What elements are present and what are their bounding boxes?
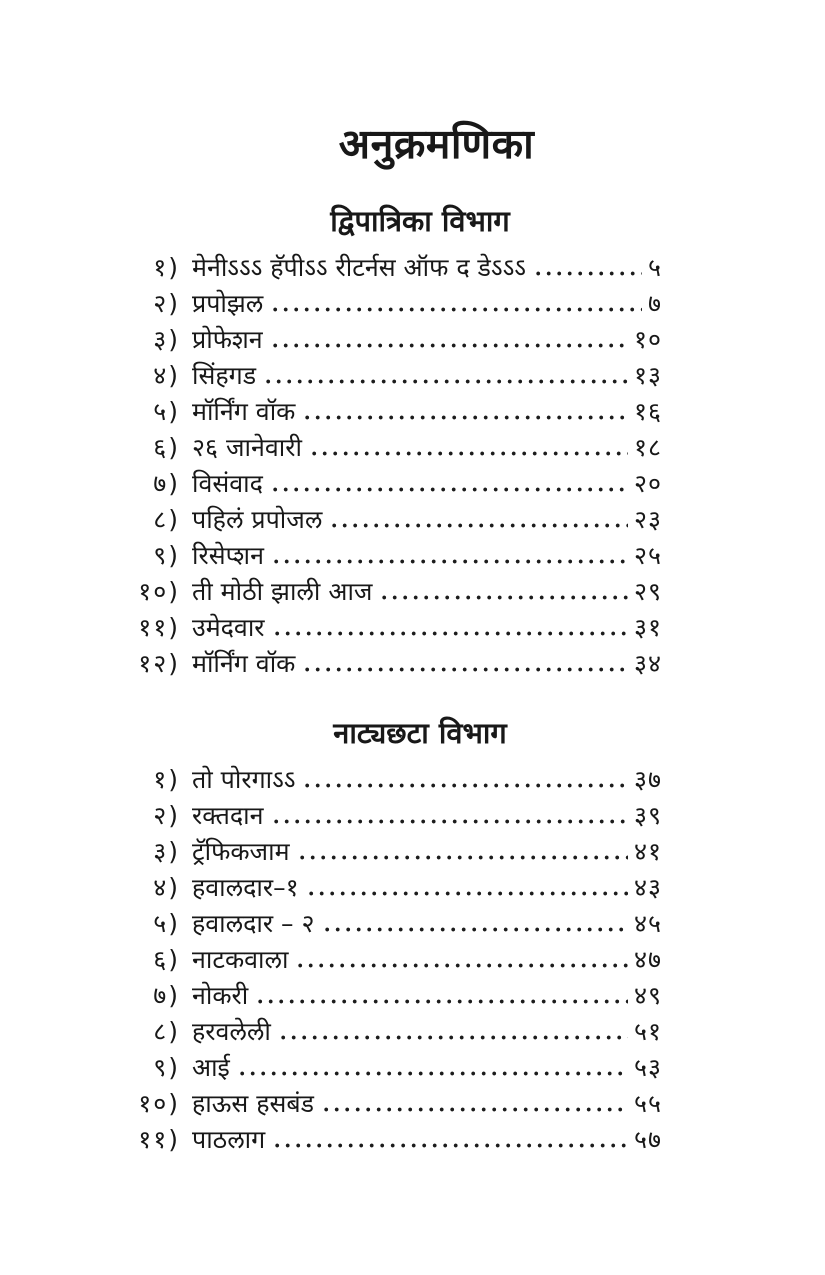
entry-page-number: ३१: [633, 613, 662, 642]
entry-title: पहिलं प्रपोजल: [192, 505, 323, 534]
entry-page-number: १८: [633, 433, 662, 462]
toc-entry: [130, 430, 662, 466]
entry-page-number: ४९: [633, 981, 662, 1010]
dot-leader: [281, 1035, 628, 1040]
toc-entry: [130, 286, 662, 322]
entry-page-number: १३: [633, 361, 662, 390]
toc-entry: [130, 502, 662, 538]
toc-entry: [130, 798, 662, 834]
toc-entry: [130, 762, 662, 798]
toc-entry: [130, 574, 662, 610]
toc-entry: [130, 538, 662, 574]
entry-number: ५): [153, 397, 180, 426]
toc-entry: [130, 978, 662, 1014]
toc-body: [130, 202, 662, 1158]
dot-leader: [382, 595, 628, 600]
dot-leader: [273, 343, 628, 348]
entry-title: विसंवाद: [192, 469, 263, 498]
toc-entry: [130, 1086, 662, 1122]
dot-leader: [258, 999, 628, 1004]
entry-number: ९): [153, 1053, 180, 1082]
entry-title: हवालदार–१: [192, 873, 299, 902]
entry-page-number: २९: [633, 577, 662, 606]
section-heading: नाट्यछटा विभाग: [333, 716, 507, 750]
entry-page-number: २५: [633, 541, 662, 570]
section-rows: [130, 250, 662, 682]
entry-title: प्रपोझल: [192, 289, 264, 318]
dot-leader: [536, 271, 642, 276]
dot-leader: [305, 783, 628, 788]
toc-entry: [130, 1122, 662, 1158]
entry-page-number: १०: [633, 325, 662, 354]
entry-page-number: २०: [633, 469, 662, 498]
entry-number: ९): [153, 541, 180, 570]
toc-section: [130, 714, 662, 1158]
entry-number: ६): [153, 433, 180, 462]
entry-number: ४): [153, 873, 180, 902]
toc-entry: [130, 394, 662, 430]
entry-title: प्रोफेशन: [192, 325, 263, 354]
entry-number: १२): [138, 649, 180, 678]
section-heading: द्विपात्रिका विभाग: [330, 204, 510, 238]
toc-entry: [130, 834, 662, 870]
dot-leader: [305, 667, 628, 672]
dot-leader: [309, 891, 628, 896]
entry-page-number: २३: [633, 505, 662, 534]
toc-entry: [130, 906, 662, 942]
dot-leader: [275, 1143, 628, 1148]
entry-title: उमेदवार: [192, 613, 265, 642]
entry-title: हरवलेली: [192, 1017, 271, 1046]
entry-page-number: १६: [633, 397, 662, 426]
toc-entry: [130, 870, 662, 906]
entry-title: मॉर्निंग वॉक: [192, 397, 296, 426]
dot-leader: [273, 487, 628, 492]
toc-entry: [130, 1014, 662, 1050]
dot-leader: [332, 523, 628, 528]
entry-number: ५): [153, 909, 180, 938]
entry-number: १०): [138, 1089, 180, 1118]
entry-page-number: ४५: [633, 909, 662, 938]
toc-entry: [130, 322, 662, 358]
entry-title: सिंहगड: [192, 361, 257, 390]
entry-title: ती मोठी झाली आज: [192, 577, 373, 606]
entry-number: ११): [138, 613, 180, 642]
entry-page-number: ५१: [633, 1017, 662, 1046]
entry-number: ७): [153, 981, 180, 1010]
toc-section: [130, 202, 662, 682]
page-title: अनुक्रमणिका: [338, 120, 535, 168]
dot-leader: [312, 451, 628, 456]
dot-leader: [275, 631, 628, 636]
entry-number: ४): [153, 361, 180, 390]
entry-page-number: ७: [647, 289, 662, 318]
entry-title: ट्रॅफिकजाम: [192, 837, 290, 866]
toc-entry: [130, 646, 662, 682]
dot-leader: [274, 559, 628, 564]
entry-page-number: ४१: [633, 837, 662, 866]
entry-number: १): [153, 253, 180, 282]
entry-page-number: ३४: [633, 649, 662, 678]
entry-number: १०): [138, 577, 180, 606]
dot-leader: [325, 927, 628, 932]
entry-number: २): [153, 801, 180, 830]
toc-entry: [130, 942, 662, 978]
entry-number: २): [153, 289, 180, 318]
entry-number: ७): [153, 469, 180, 498]
dot-leader: [300, 855, 628, 860]
toc-entry: [130, 358, 662, 394]
entry-title: आई: [192, 1053, 230, 1082]
toc-entry: [130, 1050, 662, 1086]
entry-title: २६ जानेवारी: [192, 433, 302, 462]
entry-page-number: ४३: [633, 873, 662, 902]
dot-leader: [298, 963, 628, 968]
dot-leader: [305, 415, 628, 420]
entry-number: ११): [138, 1125, 180, 1154]
dot-leader: [240, 1071, 628, 1076]
toc-entry: [130, 610, 662, 646]
entry-title: रिसेप्शन: [192, 541, 264, 570]
entry-page-number: ५७: [633, 1125, 662, 1154]
entry-title: मॉर्निंग वॉक: [192, 649, 296, 678]
entry-number: ३): [153, 325, 180, 354]
entry-title: मेनीऽऽऽ हॅपीऽऽ रीटर्नस ऑफ द डेऽऽऽ: [192, 253, 526, 282]
entry-title: नाटकवाला: [192, 945, 289, 974]
dot-leader: [273, 307, 642, 312]
entry-page-number: ५: [647, 253, 662, 282]
entry-title: हाऊस हसबंड: [192, 1089, 315, 1118]
dot-leader: [274, 819, 628, 824]
entry-page-number: ३७: [633, 765, 662, 794]
entry-number: ६): [153, 945, 180, 974]
entry-title: नोकरी: [192, 981, 249, 1010]
entry-page-number: ५३: [633, 1053, 662, 1082]
entry-page-number: ३९: [633, 801, 662, 830]
entry-title: तो पोरगाऽऽ: [192, 765, 296, 794]
entry-page-number: ४७: [633, 945, 662, 974]
entry-number: १): [153, 765, 180, 794]
entry-page-number: ५५: [633, 1089, 662, 1118]
toc-entry: [130, 466, 662, 502]
entry-title: पाठलाग: [192, 1125, 266, 1154]
entry-title: हवालदार – २: [192, 909, 315, 938]
dot-leader: [266, 379, 628, 384]
section-rows: [130, 762, 662, 1158]
entry-number: ८): [153, 1017, 180, 1046]
toc-entry: [130, 250, 662, 286]
entry-number: ८): [153, 505, 180, 534]
entry-title: रक्तदान: [192, 801, 264, 830]
entry-number: ३): [153, 837, 180, 866]
dot-leader: [324, 1107, 628, 1112]
